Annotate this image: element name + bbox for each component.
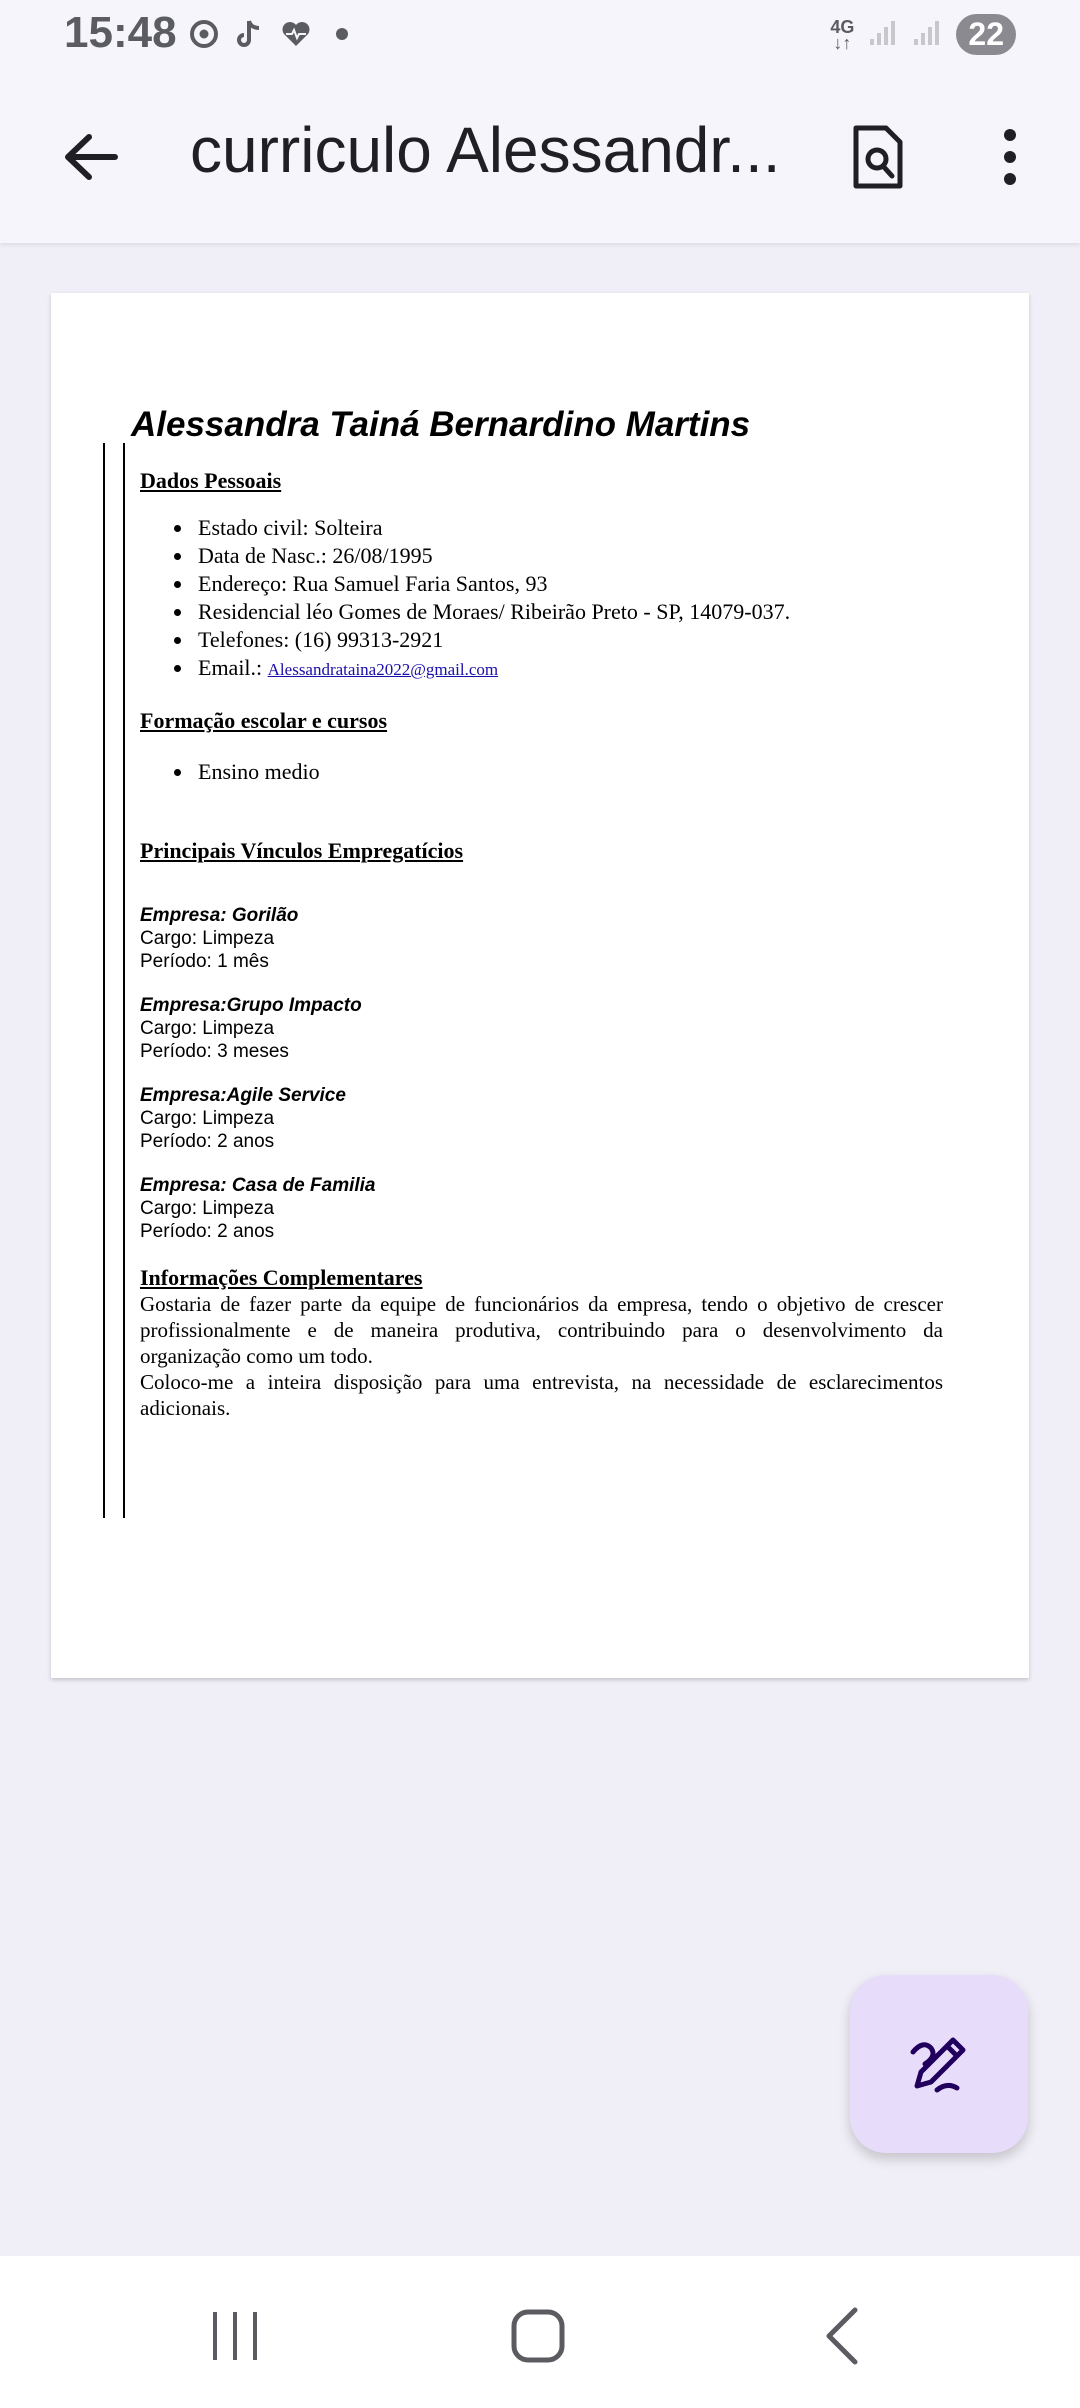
- edit-pen-icon: [907, 2032, 971, 2096]
- list-item: Telefones: (16) 99313-2921: [140, 626, 943, 654]
- list-item: [140, 654, 943, 684]
- more-vert-icon: [1000, 127, 1020, 187]
- job-entry: [140, 994, 943, 1063]
- job-period: Período: 2 anos: [140, 1221, 275, 1242]
- job-entry: [140, 904, 943, 973]
- personal-data-heading: Dados Pessoais: [140, 468, 282, 493]
- resume-name: Alessandra Tainá Bernardino Martins: [131, 405, 751, 444]
- system-back-button[interactable]: [786, 2296, 896, 2376]
- job-entry: [140, 1174, 943, 1243]
- complementary-paragraph: Gostaria de fazer parte da equipe de funcionários da empresa, tendo o objetivo de crescer profissionalmente e de maneira produtiva, contribuindo para o desenvolvimento da organização como um todo.: [140, 1292, 943, 1368]
- email-label: Email.:: [198, 655, 268, 680]
- app-bar: [0, 75, 1080, 243]
- job-period: Período: 2 anos: [140, 1131, 275, 1152]
- job-period: Período: 3 meses: [140, 1041, 289, 1062]
- margin-rule: [123, 443, 125, 1518]
- list-item: Ensino medio: [140, 758, 943, 786]
- annotate-fab-button[interactable]: [850, 1975, 1028, 2153]
- status-notification-icons: [188, 18, 358, 50]
- navigation-bar: [0, 2256, 1080, 2408]
- email-link[interactable]: Alessandrataina2022@gmail.com: [267, 660, 499, 679]
- chrome-icon: [188, 18, 220, 50]
- education-heading: Formação escolar e cursos: [140, 708, 388, 733]
- signal-icon: [912, 17, 942, 52]
- job-company: Empresa:Agile Service: [140, 1085, 346, 1106]
- list-item: Data de Nasc.: 26/08/1995: [140, 542, 943, 570]
- resume-content: [140, 468, 943, 1421]
- back-button[interactable]: [58, 125, 122, 189]
- education-list: [140, 758, 943, 786]
- battery-indicator: 22: [956, 14, 1016, 55]
- home-icon: [510, 2308, 566, 2364]
- margin-rule: [103, 443, 105, 1518]
- network-type: 4G: [830, 16, 855, 37]
- back-icon: [821, 2306, 861, 2366]
- jobs-heading: Principais Vínculos Empregatícios: [140, 838, 464, 863]
- job-role: Cargo: Limpeza: [140, 1198, 275, 1219]
- job-role: Cargo: Limpeza: [140, 1018, 275, 1039]
- home-button[interactable]: [483, 2296, 593, 2376]
- network-indicator: [830, 16, 855, 53]
- search-in-document-button[interactable]: [840, 117, 916, 197]
- job-company: Empresa:Grupo Impacto: [140, 995, 362, 1016]
- complementary-info-heading: Informações Complementares: [140, 1265, 423, 1290]
- personal-data-list: [140, 514, 943, 684]
- recents-icon: [209, 2310, 261, 2362]
- document-title: curriculo Alessandr...: [190, 114, 781, 186]
- health-icon: [280, 18, 312, 50]
- job-company: Empresa: Casa de Familia: [140, 1175, 376, 1196]
- recents-button[interactable]: [180, 2296, 290, 2376]
- list-item: Residencial léo Gomes de Moraes/ Ribeirão Preto - SP, 14079-037.: [140, 598, 943, 626]
- list-item: Endereço: Rua Samuel Faria Santos, 93: [140, 570, 943, 598]
- more-options-button[interactable]: [980, 117, 1040, 197]
- job-role: Cargo: Limpeza: [140, 928, 275, 949]
- notification-dot-icon: [326, 18, 358, 50]
- document-search-icon: [850, 124, 906, 190]
- signal-icon: [868, 17, 898, 52]
- list-item: Estado civil: Solteira: [140, 514, 943, 542]
- status-system-icons: [830, 14, 1016, 55]
- job-entry: [140, 1084, 943, 1153]
- back-arrow-icon: [61, 131, 119, 183]
- job-company: Empresa: Gorilão: [140, 905, 299, 926]
- job-role: Cargo: Limpeza: [140, 1108, 275, 1129]
- job-period: Período: 1 mês: [140, 951, 269, 972]
- document-page[interactable]: [51, 293, 1029, 1678]
- status-time: 15:48: [64, 8, 177, 57]
- tiktok-icon: [234, 18, 266, 50]
- data-arrows-icon: ↓↑: [833, 32, 852, 53]
- complementary-paragraph: Coloco-me a inteira disposição para uma entrevista, na necessidade de esclarecimentos adicionais.: [140, 1370, 943, 1420]
- status-bar: [0, 0, 1080, 75]
